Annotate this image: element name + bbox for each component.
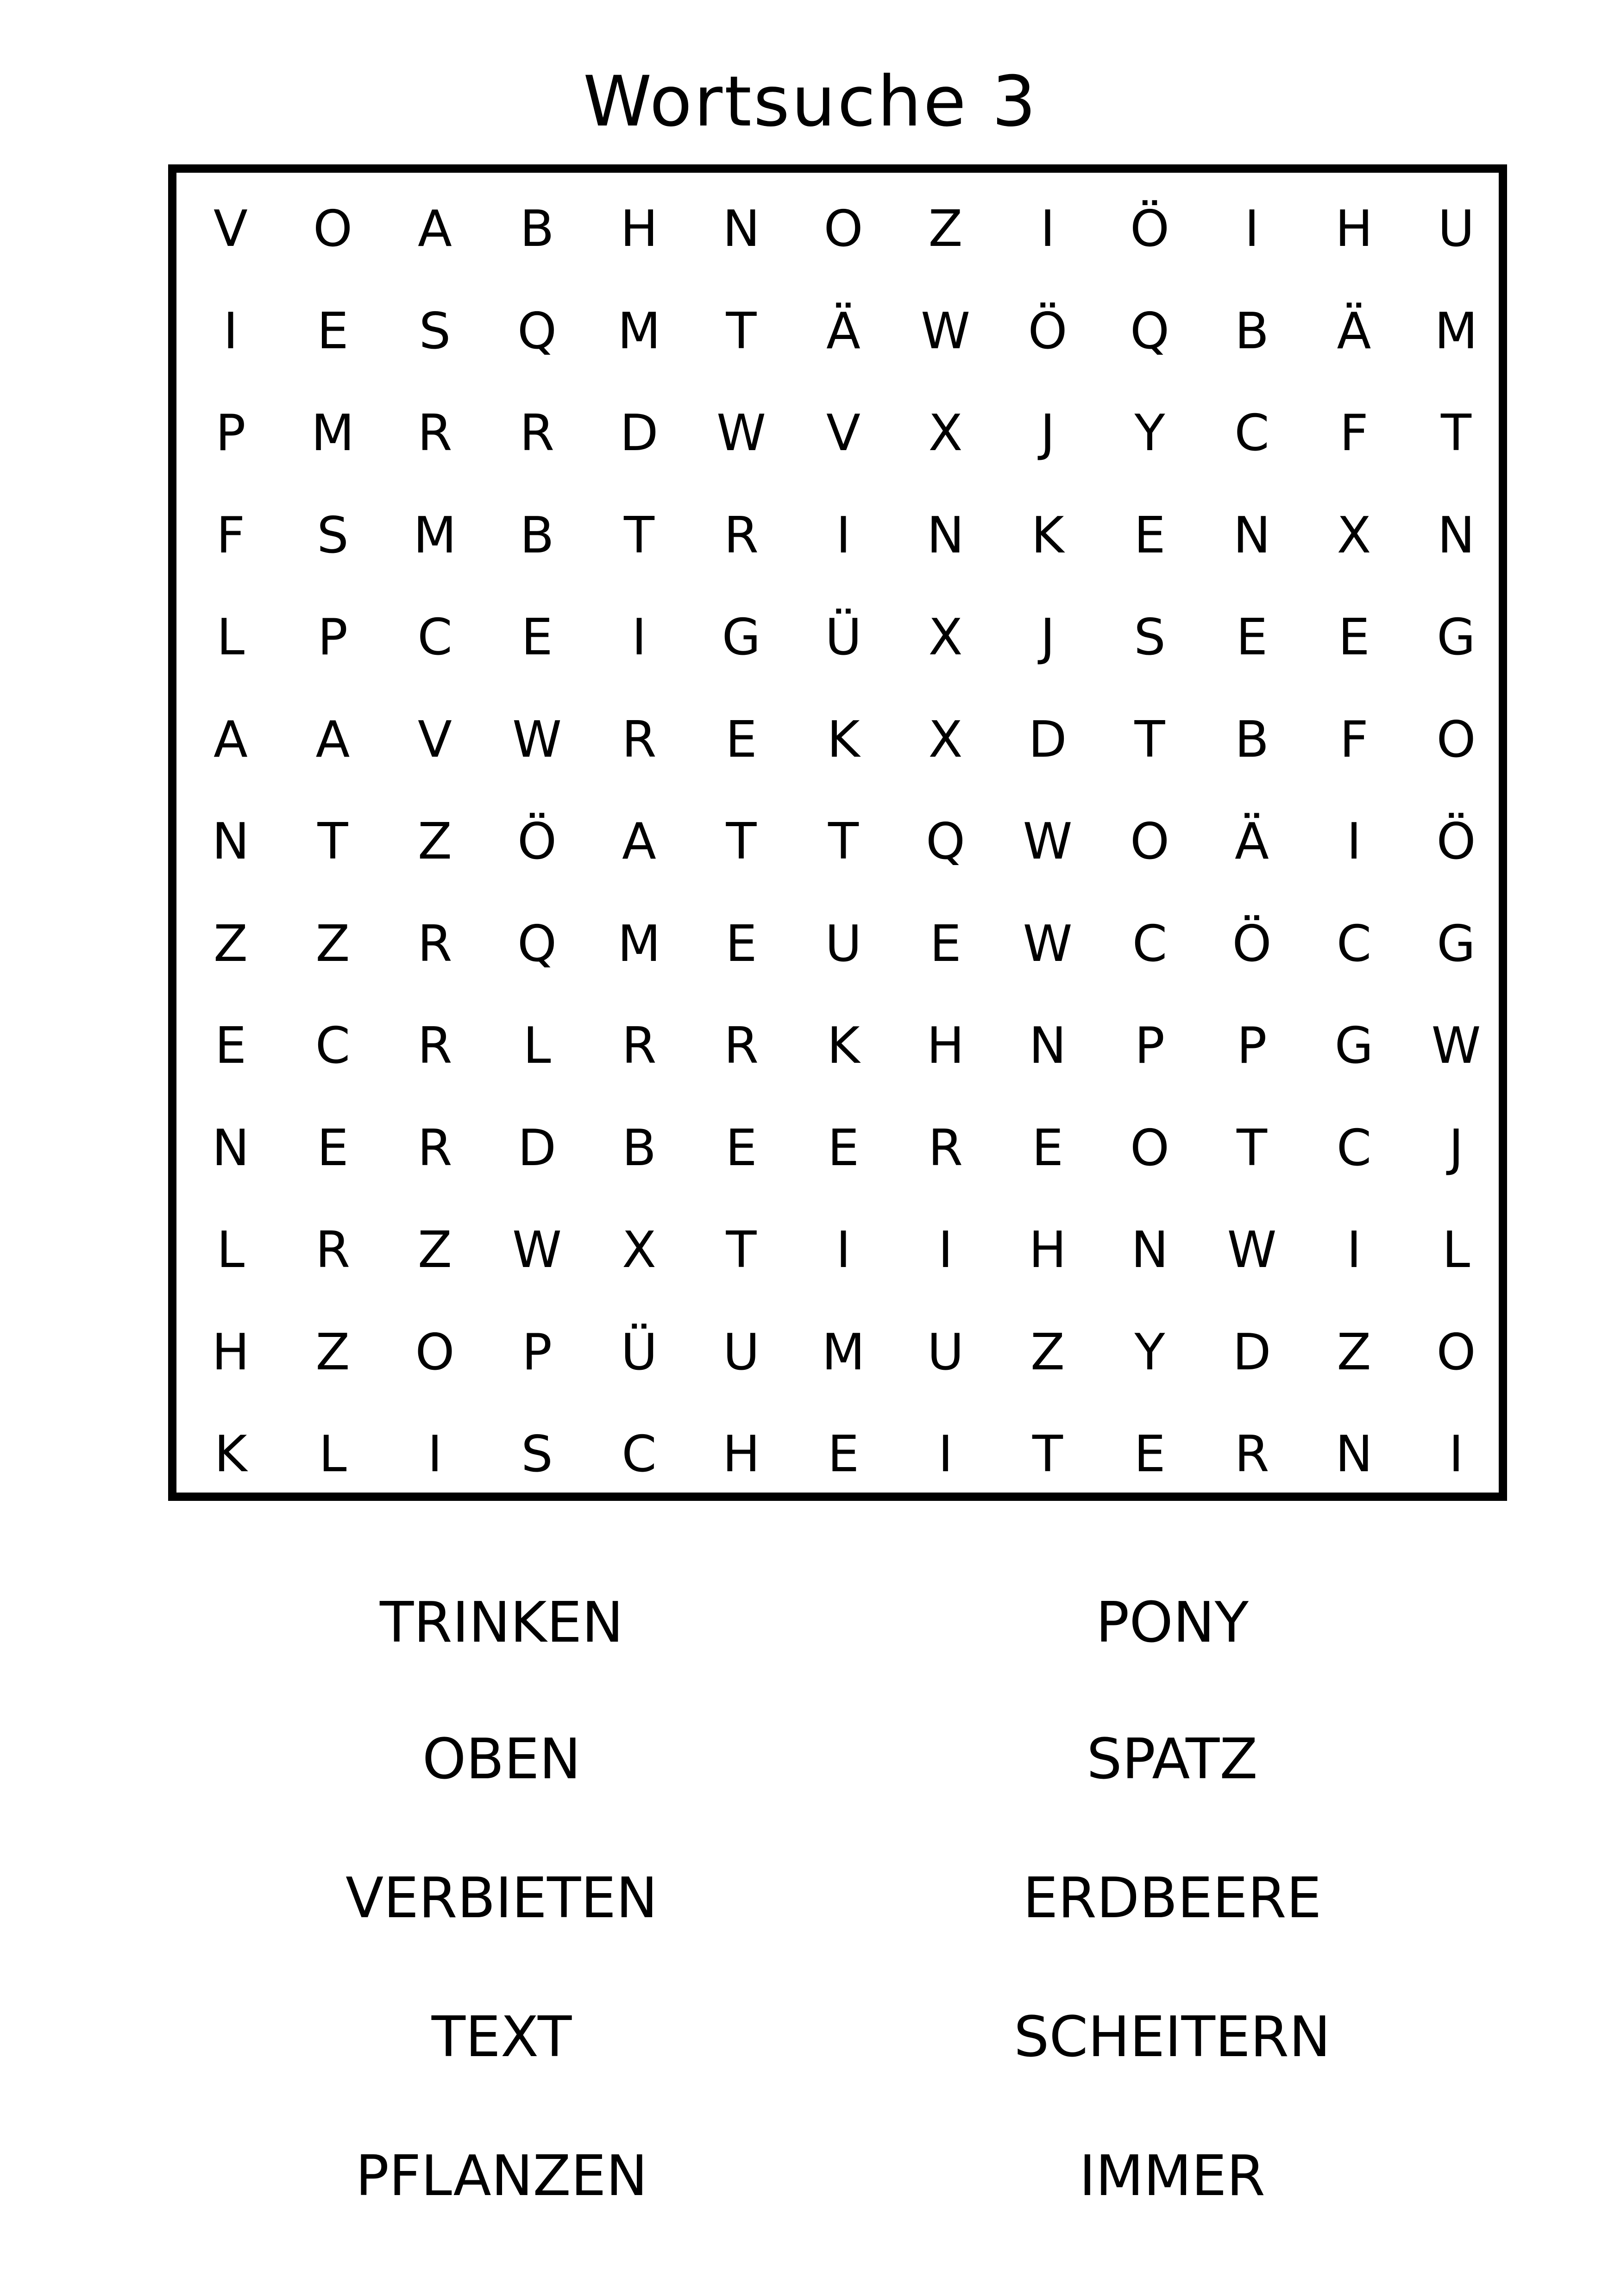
grid-letter: T (726, 813, 757, 871)
grid-letter: Z (418, 813, 452, 871)
grid-letter: W (1023, 813, 1073, 871)
grid-letter: Z (418, 1221, 452, 1279)
grid-letter: I (1346, 813, 1362, 871)
grid-letter: X (1337, 506, 1371, 565)
grid-letter: A (622, 813, 656, 871)
grid-letter: D (620, 404, 659, 462)
grid-letter: X (928, 710, 963, 769)
grid-letter: O (823, 200, 863, 258)
letter-grid (176, 173, 1499, 1493)
grid-letter: U (927, 1323, 964, 1381)
grid-letter: R (622, 710, 657, 769)
grid-letter: F (216, 506, 245, 565)
grid-letter: R (417, 404, 452, 462)
word-list-item: TEXT (431, 2005, 572, 2070)
grid-letter: N (1437, 506, 1475, 565)
grid-letter: H (1335, 200, 1373, 258)
word-list-item: PONY (1096, 1591, 1249, 1655)
grid-letter: Ö (1232, 915, 1272, 973)
grid-letter: W (1431, 1017, 1481, 1075)
grid-letter: G (722, 609, 761, 666)
grid-letter: O (313, 200, 352, 258)
grid-letter: S (317, 506, 349, 565)
grid-letter: E (1134, 1425, 1166, 1483)
grid-letter: P (317, 609, 348, 666)
grid-letter: R (315, 1221, 351, 1279)
grid-letter: R (723, 1017, 759, 1075)
grid-letter: H (1029, 1221, 1067, 1279)
grid-letter: G (1334, 1017, 1374, 1075)
grid-letter: T (726, 1221, 757, 1279)
grid-letter: B (520, 506, 554, 565)
grid-letter: M (311, 404, 355, 462)
grid-letter: D (1232, 1323, 1271, 1381)
grid-letter: R (622, 1017, 657, 1075)
grid-letter: P (1134, 1017, 1165, 1075)
grid-letter: Ä (1337, 302, 1371, 360)
grid-letter: Q (517, 915, 557, 973)
grid-letter: H (212, 1323, 250, 1381)
grid-letter: T (1134, 710, 1165, 769)
grid-letter: K (827, 1017, 860, 1075)
grid-letter: F (1339, 710, 1369, 769)
grid-letter: M (617, 302, 661, 360)
grid-letter: E (827, 1425, 860, 1483)
grid-letter: A (315, 710, 350, 769)
grid-letter: S (419, 302, 451, 360)
grid-letter: Q (517, 302, 557, 360)
grid-letter: E (1134, 506, 1166, 565)
grid-letter: T (1441, 404, 1471, 462)
grid-letter: Z (928, 200, 963, 258)
grid-letter: E (317, 1119, 349, 1177)
grid-letter: J (1040, 609, 1055, 666)
grid-letter: C (1336, 915, 1372, 973)
grid-letter: Z (315, 915, 350, 973)
grid-letter: R (928, 1119, 963, 1177)
grid-letter: B (622, 1119, 657, 1177)
grid-letter: L (216, 609, 245, 666)
grid-letter: N (212, 1119, 250, 1177)
grid-letter: A (418, 200, 452, 258)
grid-letter: Ö (517, 813, 557, 871)
grid-letter: I (223, 302, 238, 360)
grid-letter: T (828, 813, 859, 871)
grid-letter: P (1237, 1017, 1267, 1075)
grid-letter: L (1442, 1221, 1470, 1279)
grid-letter: O (1436, 1323, 1476, 1381)
grid-letter: E (521, 609, 553, 666)
grid-letter: H (722, 1425, 760, 1483)
grid-letter: Ü (621, 1323, 658, 1381)
grid-letter: K (1031, 506, 1064, 565)
grid-letter: B (520, 200, 554, 258)
grid-letter: V (214, 200, 248, 258)
grid-letter: H (620, 200, 658, 258)
grid-letter: U (825, 915, 862, 973)
grid-letter: W (512, 710, 562, 769)
grid-letter: M (822, 1323, 865, 1381)
page-title: Wortsuche 3 (583, 62, 1038, 142)
grid-letter: N (1233, 506, 1271, 565)
grid-letter: B (1234, 302, 1269, 360)
grid-letter: S (1134, 609, 1166, 666)
word-list-item: TRINKEN (379, 1591, 624, 1655)
grid-letter: E (214, 1017, 247, 1075)
grid-letter: Y (1134, 404, 1165, 462)
grid-letter: V (826, 404, 861, 462)
grid-letter: C (1132, 915, 1168, 973)
grid-letter: S (521, 1425, 553, 1483)
grid-letter: E (930, 915, 961, 973)
grid-letter: H (926, 1017, 965, 1075)
grid-letter: I (1244, 200, 1259, 258)
grid-letter: E (725, 1119, 757, 1177)
grid-letter: R (417, 1017, 452, 1075)
grid-letter: Z (1030, 1323, 1065, 1381)
grid-letter: O (1436, 710, 1476, 769)
grid-letter: Ä (1235, 813, 1269, 871)
grid-letter: T (726, 302, 757, 360)
grid-letter: Y (1134, 1323, 1165, 1381)
grid-letter: O (1130, 813, 1169, 871)
grid-letter: R (519, 404, 555, 462)
grid-letter: R (1234, 1425, 1269, 1483)
grid-letter: N (927, 506, 964, 565)
word-list-item: IMMER (1079, 2144, 1265, 2208)
grid-letter: R (723, 506, 759, 565)
grid-letter: T (1032, 1425, 1063, 1483)
grid-letter: E (317, 302, 349, 360)
grid-letter: I (632, 609, 647, 666)
grid-letter: W (1227, 1221, 1277, 1279)
grid-letter: F (1339, 404, 1369, 462)
grid-letter: M (413, 506, 457, 565)
grid-letter: D (1028, 710, 1067, 769)
grid-letter: B (1234, 710, 1269, 769)
grid-letter: C (315, 1017, 351, 1075)
grid-letter: C (1336, 1119, 1372, 1177)
grid-letter: L (216, 1221, 245, 1279)
grid-letter: I (836, 506, 851, 565)
grid-letter: E (1338, 609, 1370, 666)
grid-letter: Ö (1028, 302, 1068, 360)
grid-letter: W (921, 302, 970, 360)
grid-letter: I (427, 1425, 442, 1483)
grid-letter: C (1234, 404, 1269, 462)
grid-letter: N (1029, 1017, 1067, 1075)
grid-letter: X (622, 1221, 656, 1279)
letter-grid-frame (168, 164, 1507, 1501)
grid-letter: J (1449, 1119, 1464, 1177)
grid-letter: Z (214, 915, 248, 973)
grid-letter: O (1130, 1119, 1169, 1177)
word-list-item: OBEN (422, 1727, 581, 1792)
grid-letter: E (1031, 1119, 1064, 1177)
grid-letter: C (622, 1425, 657, 1483)
grid-letter: Z (1337, 1323, 1371, 1381)
grid-letter: U (723, 1323, 760, 1381)
grid-letter: J (1040, 404, 1055, 462)
grid-letter: Ä (826, 302, 861, 360)
grid-letter: K (214, 1425, 247, 1483)
grid-letter: E (725, 915, 757, 973)
grid-letter: X (928, 609, 963, 666)
word-list-item: ERDBEERE (1023, 1866, 1322, 1931)
grid-letter: I (1346, 1221, 1362, 1279)
grid-letter: Ü (825, 609, 862, 666)
grid-letter: Q (1130, 302, 1169, 360)
grid-letter: I (1449, 1425, 1464, 1483)
word-list-item: SPATZ (1087, 1727, 1258, 1792)
grid-letter: T (317, 813, 348, 871)
grid-letter: Ö (1436, 813, 1476, 871)
grid-letter: N (1335, 1425, 1373, 1483)
grid-letter: Z (315, 1323, 350, 1381)
grid-letter: N (723, 200, 760, 258)
grid-letter: Q (925, 813, 965, 871)
grid-letter: N (212, 813, 250, 871)
grid-letter: P (521, 1323, 553, 1381)
grid-letter: O (415, 1323, 455, 1381)
grid-letter: W (1023, 915, 1073, 973)
grid-letter: G (1437, 915, 1476, 973)
grid-letter: M (1434, 302, 1478, 360)
grid-letter: I (1040, 200, 1055, 258)
grid-letter: A (214, 710, 248, 769)
grid-letter: L (319, 1425, 347, 1483)
grid-letter: Ö (1130, 200, 1169, 258)
grid-letter: C (417, 609, 452, 666)
word-list-item: SCHEITERN (1014, 2005, 1331, 2070)
grid-letter: K (827, 710, 860, 769)
word-list-item: VERBIETEN (346, 1866, 658, 1931)
grid-letter: R (417, 1119, 452, 1177)
grid-letter: E (725, 710, 757, 769)
grid-letter: L (523, 1017, 551, 1075)
grid-letter: V (418, 710, 452, 769)
grid-letter: E (1236, 609, 1268, 666)
word-list-item: PFLANZEN (355, 2144, 648, 2208)
grid-letter: E (827, 1119, 860, 1177)
grid-letter: D (517, 1119, 557, 1177)
grid-letter: R (417, 915, 452, 973)
grid-letter: G (1437, 609, 1476, 666)
grid-letter: M (617, 915, 661, 973)
grid-letter: I (836, 1221, 851, 1279)
grid-letter: I (938, 1425, 953, 1483)
grid-letter: I (938, 1221, 953, 1279)
grid-letter: T (624, 506, 654, 565)
grid-letter: U (1438, 200, 1475, 258)
grid-letter: N (1131, 1221, 1169, 1279)
grid-letter: T (1237, 1119, 1267, 1177)
grid-letter: X (928, 404, 963, 462)
grid-letter: W (512, 1221, 562, 1279)
grid-letter: W (716, 404, 766, 462)
grid-letter: P (215, 404, 246, 462)
